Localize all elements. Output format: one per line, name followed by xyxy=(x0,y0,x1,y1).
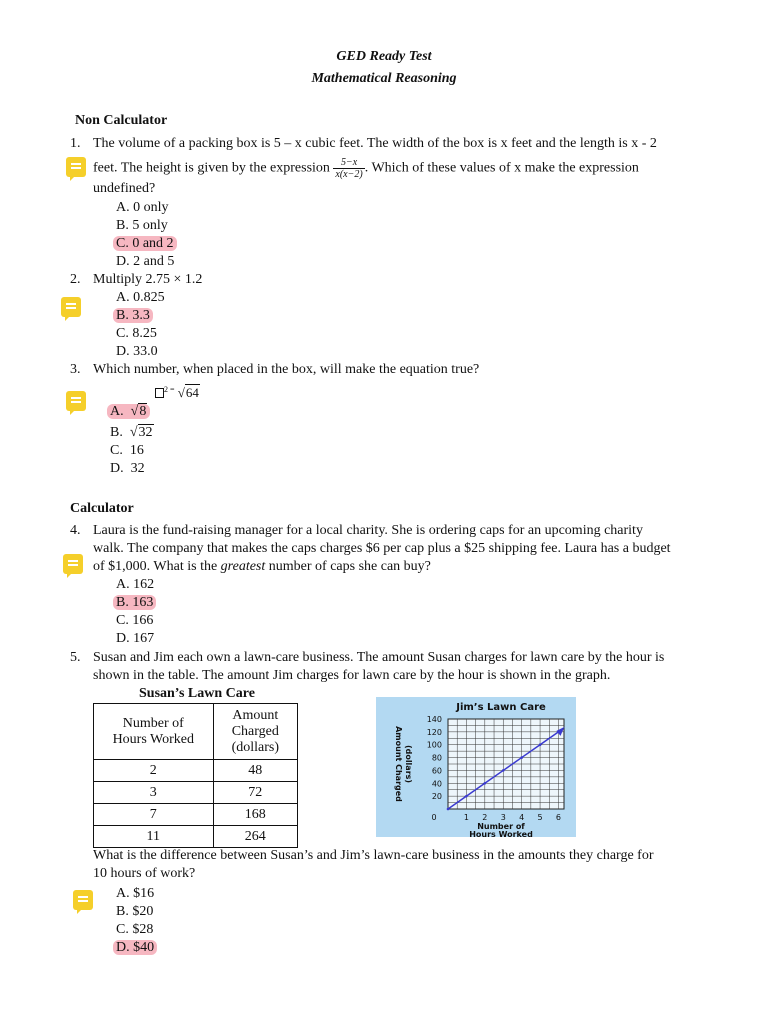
q2-text: Multiply 2.75 × 1.2 xyxy=(93,272,203,287)
page-subtitle: Mathematical Reasoning xyxy=(311,71,457,86)
y-tick-label: 80 xyxy=(431,753,442,763)
q2-option-b-highlight: B. 3.3 xyxy=(113,308,153,323)
q3-option-a-highlight xyxy=(107,404,150,419)
section-non-calculator: Non Calculator xyxy=(75,113,168,128)
q3-option-d xyxy=(110,460,145,478)
data-point xyxy=(520,756,523,759)
q4-option-c: C. 166 xyxy=(116,613,154,628)
comment-icon[interactable] xyxy=(66,157,86,177)
option-letter: A. xyxy=(110,404,124,419)
table-cell: 168 xyxy=(213,804,297,826)
data-point xyxy=(465,795,468,798)
q4-emphasis: greatest xyxy=(220,559,266,574)
q5-option-c: C. $28 xyxy=(116,922,154,937)
q1-line3: undefined? xyxy=(93,181,156,196)
q4-line2: walk. The company that makes the caps charges $6 per cap plus a $25 shipping fee. Laura has a budget xyxy=(93,541,671,556)
q5-question-line2: 10 hours of work? xyxy=(93,866,196,881)
q1-option-b: B. 5 only xyxy=(116,218,168,233)
chart-title: Jim’s Lawn Care xyxy=(456,702,546,713)
q1-line2 xyxy=(93,157,639,180)
x-tick-label: 0 xyxy=(431,813,437,822)
q5-option-b: B. $20 xyxy=(116,904,154,919)
page-title: GED Ready Test xyxy=(336,49,432,64)
equation-radical: √64 xyxy=(177,385,199,401)
q1-line1: The volume of a packing box is 5 – x cubic feet. The width of the box is x feet and the length is x - 2 xyxy=(93,136,657,151)
q2-option-c: C. 8.25 xyxy=(116,326,157,341)
option-value: 32 xyxy=(130,461,145,476)
table-header-row xyxy=(94,704,298,760)
table-header-hours: Number of Hours Worked xyxy=(94,704,214,760)
comment-icon[interactable] xyxy=(61,297,81,317)
table-row xyxy=(94,782,298,804)
y-tick-label: 120 xyxy=(426,727,442,737)
q4-option-b xyxy=(113,594,156,612)
q2-number: 2. xyxy=(70,272,81,287)
q1-option-d: D. 2 and 5 xyxy=(116,254,175,269)
table-cell: 7 xyxy=(94,804,214,826)
q4-line3-end: number of caps she can buy? xyxy=(268,559,431,574)
radicand: 32 xyxy=(138,425,153,440)
x-axis-label-line2: Hours Worked xyxy=(469,830,533,837)
table-header-amount: Amount Charged (dollars) xyxy=(213,704,297,760)
table-cell: 264 xyxy=(213,826,297,848)
fraction-denominator: x(x−2) xyxy=(335,169,363,180)
q2-option-a: A. 0.825 xyxy=(116,290,165,305)
y-tick-label: 40 xyxy=(431,779,442,789)
table-row xyxy=(94,826,298,848)
table-title: Susan’s Lawn Care xyxy=(139,686,255,701)
q5-line1: Susan and Jim each own a lawn-care business. The amount Susan charges for lawn care by the hour is xyxy=(93,650,665,665)
table-cell: 48 xyxy=(213,760,297,782)
q1-option-c xyxy=(113,235,177,253)
y-tick-label: 140 xyxy=(426,715,442,724)
jim-chart-svg xyxy=(376,697,576,837)
data-point xyxy=(484,782,487,785)
comment-icon[interactable] xyxy=(66,391,86,411)
comment-icon[interactable] xyxy=(63,554,83,574)
q5-option-a: A. $16 xyxy=(116,886,155,901)
x-tick-label: 6 xyxy=(555,813,562,822)
q5-question-line1: What is the difference between Susan’s and Jim’s lawn-care business in the amounts they charge for xyxy=(93,848,654,863)
comment-icon[interactable] xyxy=(73,890,93,910)
option-letter: C. xyxy=(110,443,123,458)
table-cell: 2 xyxy=(94,760,214,782)
section-calculator: Calculator xyxy=(70,501,134,516)
q1-number: 1. xyxy=(70,136,81,151)
q5-option-d xyxy=(113,939,157,957)
susan-table xyxy=(93,703,298,848)
sqrt: √32 xyxy=(129,425,153,440)
q4-option-d: D. 167 xyxy=(116,631,155,646)
q1-option-c-highlight: C. 0 and 2 xyxy=(113,236,177,251)
q1-fraction xyxy=(333,157,364,180)
x-tick-label: 4 xyxy=(519,813,525,822)
q1-option-a: A. 0 only xyxy=(116,200,169,215)
option-letter: D. xyxy=(110,461,124,476)
data-point xyxy=(502,769,505,772)
q4-option-b-highlight: B. 163 xyxy=(113,595,156,610)
q1-line2-end: . Which of these values of x make the expression xyxy=(364,160,639,176)
y-tick-label: 100 xyxy=(426,740,442,750)
data-point xyxy=(447,808,450,811)
table-row xyxy=(94,804,298,826)
q4-number: 4. xyxy=(70,523,81,538)
q3-option-c xyxy=(110,442,144,460)
q5-line2: shown in the table. The amount Jim charges for lawn care by the hour is shown in the graph. xyxy=(93,668,611,683)
q3-number: 3. xyxy=(70,362,81,377)
answer-box xyxy=(155,388,164,398)
x-tick-label: 3 xyxy=(500,813,506,822)
table-cell: 72 xyxy=(213,782,297,804)
jim-chart xyxy=(376,697,576,837)
table-row xyxy=(94,760,298,782)
q5-option-d-highlight: D. $40 xyxy=(113,940,157,955)
q2-option-d: D. 33.0 xyxy=(116,344,158,359)
option-letter: B. xyxy=(110,425,123,440)
q5-number: 5. xyxy=(70,650,81,665)
sqrt: √8 xyxy=(130,404,147,419)
y-axis-label-line1: Amount Charged xyxy=(394,726,403,802)
q3-option-b xyxy=(110,424,154,442)
radicand: 8 xyxy=(139,404,147,419)
q4-line1: Laura is the fund-raising manager for a local charity. She is ordering caps for an upcoming charity xyxy=(93,523,643,538)
q2-option-b xyxy=(113,307,153,325)
data-point xyxy=(539,743,542,746)
q3-option-a xyxy=(107,403,150,421)
equation-radicand: 64 xyxy=(185,385,199,401)
q3-text: Which number, when placed in the box, will make the equation true? xyxy=(93,362,480,377)
x-tick-label: 2 xyxy=(482,813,488,822)
y-axis-label-line2: (dollars) xyxy=(404,744,413,784)
fraction-numerator: 5−x xyxy=(333,157,364,169)
x-tick-label: 1 xyxy=(463,813,469,822)
table-cell: 11 xyxy=(94,826,214,848)
q4-line3-start: of $1,000. What is the xyxy=(93,559,218,574)
q1-line2-start: feet. The height is given by the expression xyxy=(93,160,330,176)
q3-equation xyxy=(155,381,200,402)
table-cell: 3 xyxy=(94,782,214,804)
x-axis-label-line1: Number of xyxy=(477,822,525,831)
y-tick-label: 20 xyxy=(431,792,442,802)
equation-exponent: 2 = xyxy=(164,385,175,394)
q4-line3 xyxy=(93,558,431,576)
y-tick-label: 60 xyxy=(431,766,442,776)
x-tick-label: 5 xyxy=(537,813,543,822)
q4-option-a: A. 162 xyxy=(116,577,155,592)
option-value: 16 xyxy=(129,443,144,458)
